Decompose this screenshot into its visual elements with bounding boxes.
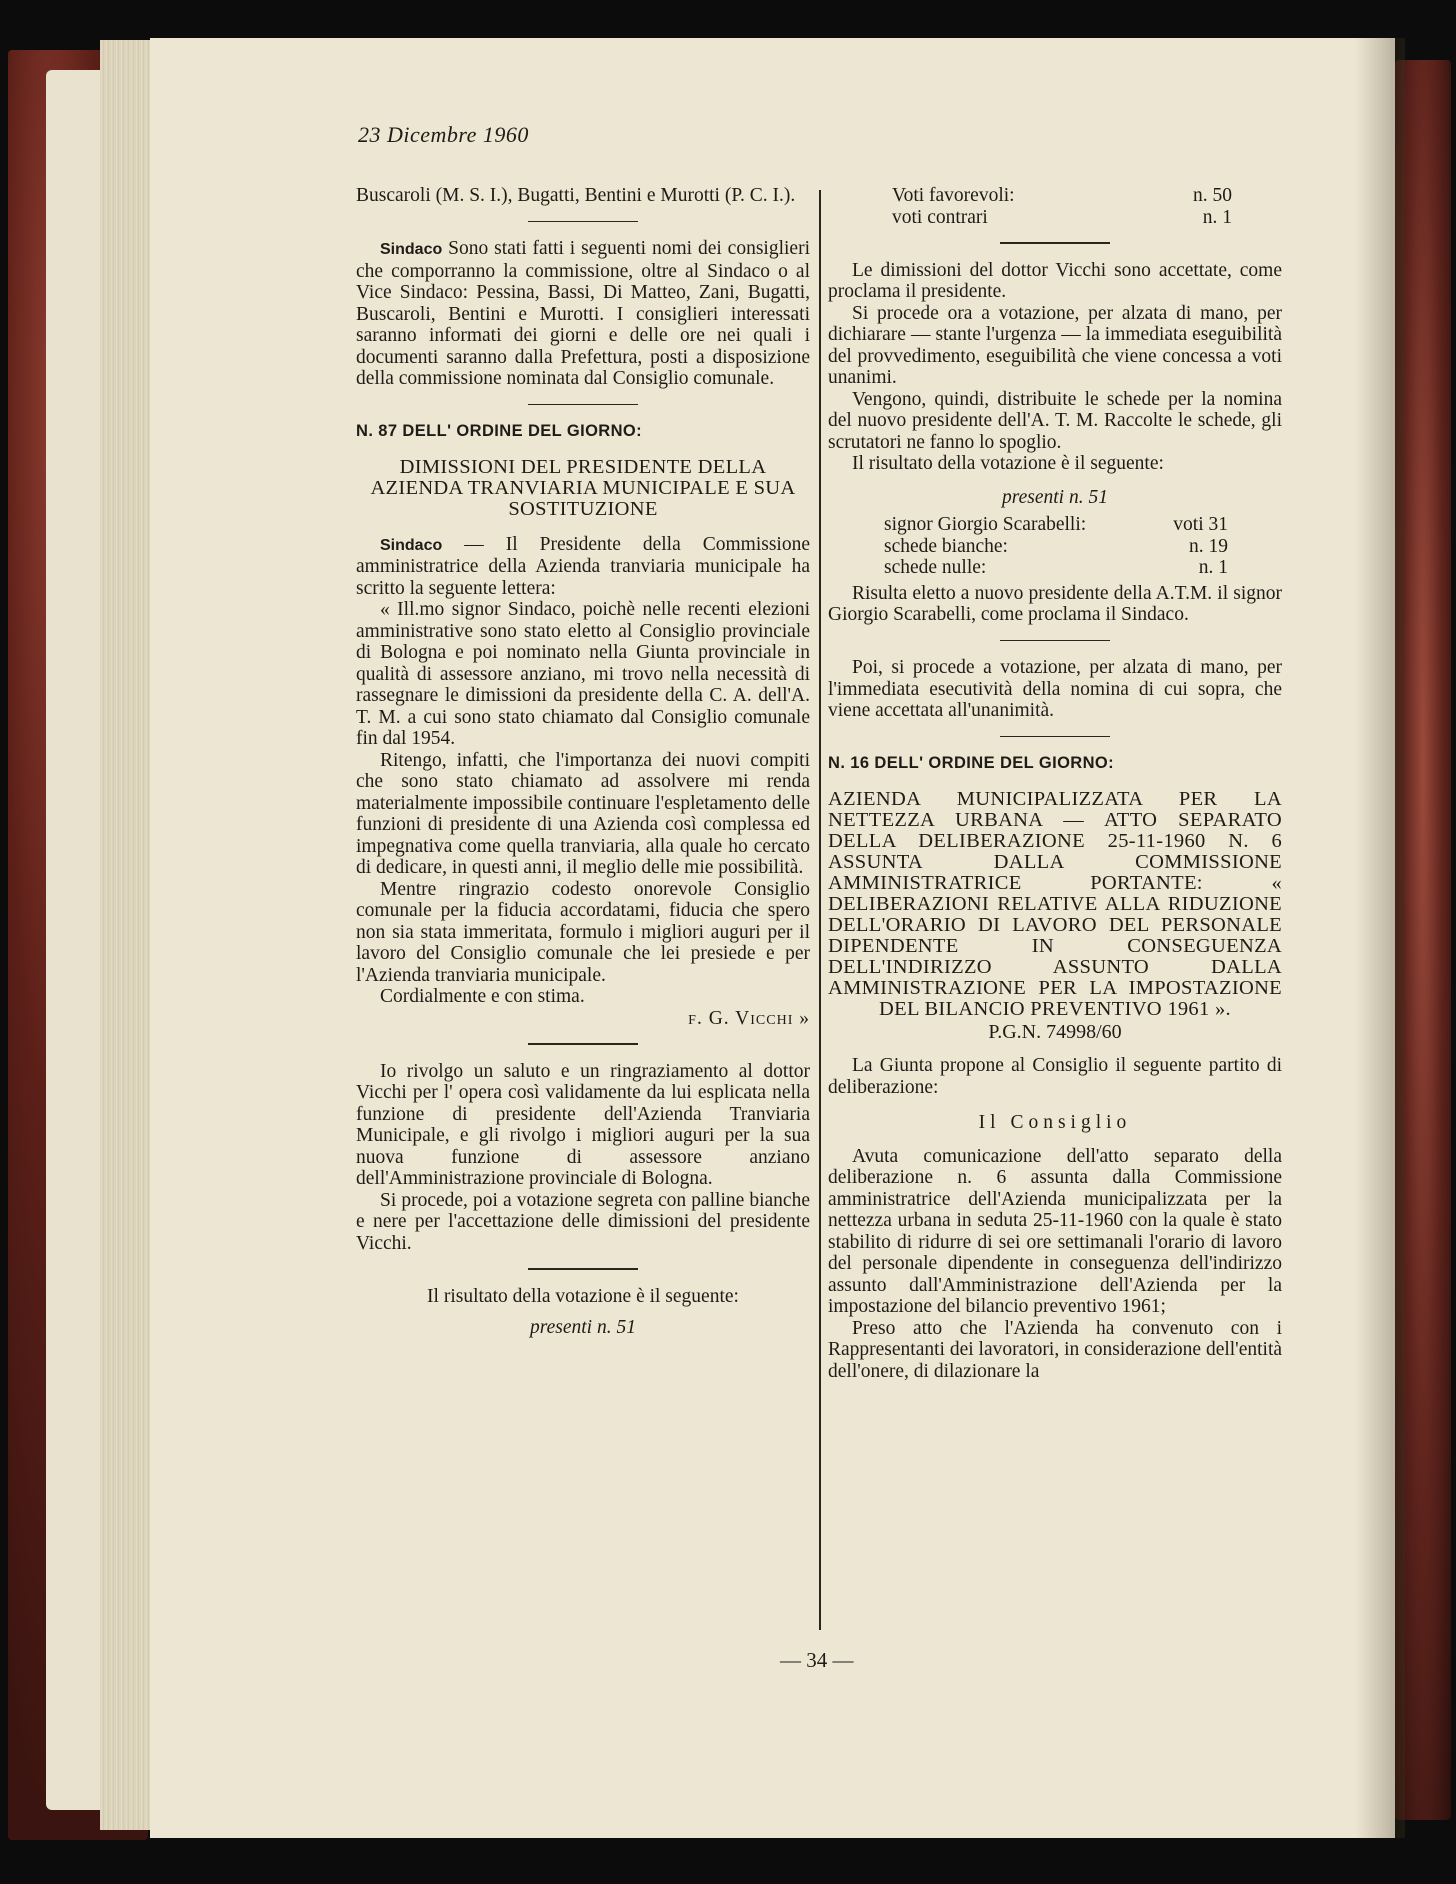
separator [1000,640,1110,642]
page-number: — 34 — [780,1648,854,1672]
paragraph: Si procede, poi a votazione segreta con palline bianche e nere per l'accettazione delle dimissioni del presidente Vicchi. [356,1189,810,1254]
vote-row [884,536,1228,558]
pgn-number: P.G.N. 74998/60 [988,1020,1122,1043]
letter-paragraph: Mentre ringrazio codesto onorevole Consiglio comunale per la fiducia accordatami, fiducia che spero non sia stata immeritata, formulo i migliori auguri per il lavoro del Consiglio comunale che lei presiede e per l'Azienda tranviaria municipale. [356,878,810,986]
left-column [356,185,810,1339]
separator [528,221,638,223]
agenda-heading: N. 16 DELL' ORDINE DEL GIORNO: [828,754,1115,772]
section-title: AZIENDA MUNICIPALIZZATA PER LA NETTEZZA URBANA — ATTO SEPARATO DELLA DELIBERAZIONE 25-11-1960 N. 6 ASSUNTA DALLA COMMISSIONE AMMINISTRATRICE PORTANTE: « DELIBERAZIONI RELATIVE ALLA RIDUZIONE DELL'ORARIO DI LAVORO DEL PERSONALE DIPENDENTE IN CONSEGUENZA DELL'INDIRIZZO ASSUNTO DALLA AMMINISTRAZIONE PER LA IMPOSTAZIONE DEL BILANCIO PREVENTIVO 1961 ». [828,787,1282,1020]
separator [528,1043,638,1045]
paragraph: Buscaroli (M. S. I.), Bugatti, Bentini e Murotti (P. C. I.). [356,185,796,206]
vote-label: signor Giorgio Scarabelli: [884,514,1087,535]
paragraph: Il risultato della votazione è il seguente: [852,453,1164,474]
section-title: DIMISSIONI DEL PRESIDENTE DELLA AZIENDA TRANVIARIA MUNICIPALE E SUA SOSTITUZIONE [370,455,796,520]
speaker: Sindaco [380,536,443,554]
agenda-heading: N. 87 DELL' ORDINE DEL GIORNO: [356,422,643,440]
paragraph: La Giunta propone al Consiglio il seguente partito di deliberazione: [828,1055,1282,1098]
letter-paragraph: Ritengo, infatti, che l'importanza dei nuovi compiti che sono stato chiamato ad assolvere mi renda materialmente impossibile continuare l'espletamento delle funzioni di presidente di una Azienda così complessa ed impegnativa come quella tranviaria, alla quale ho cercato di dedicare, in questi anni, il meglio delle mie possibilità. [356,749,810,878]
paragraph: Avuta comunicazione dell'atto separato della deliberazione n. 6 assunta dalla Commissione amministratrice dell'Azienda municipalizzata per la nettezza urbana in seduta 25-11-1960 con la quale è stato stabilito di ridurre di sei ore settimanali l'orario di lavoro del personale dipendente in conseguenza dell'indirizzo assunto dall'Amministrazione dell'Azienda per la impostazione del bilancio preventivo 1961; [828,1145,1282,1317]
vote-value: n. 19 [1189,535,1228,557]
consiglio-heading: Il Consiglio [978,1112,1132,1133]
vote-row [884,557,1228,579]
vote-value: voti 31 [1173,514,1228,535]
separator [528,404,638,406]
presenti: presenti n. 51 [1002,486,1108,508]
speech: Sono stati fatti i seguenti nomi dei consiglieri che comporranno la commissione, oltre al Sindaco o al Vice Sindaco: Pessina, Bassi, Di Matteo, Zani, Bugatti, Buscaroli, Bentini e Murotti. I consiglieri interessati saranno informati dei giorni e delle ore nei quali i documenti saranno dalla Prefettura, posti a disposizione della commissione nominata dal Consiglio comunale. [356,238,810,389]
paragraph: Risulta eletto a nuovo presidente della A.T.M. il signor Giorgio Scarabelli, come proclama il Sindaco. [828,582,1282,625]
vote-table [884,514,1228,579]
paragraph: Io rivolgo un saluto e un ringraziamento al dottor Vicchi per l' opera così validamente da lui esplicata nella funzione di presidente dell'Azienda Tranviaria Municipale, e gli rivolgo i migliori auguri per la sua nuova funzione di assessore anziano dell'Amministrazione provinciale di Bologna. [356,1060,810,1189]
speech: — Il Presidente della Commissione amministratrice della Azienda tranviaria municipale ha scritto la seguente lettera: [356,533,810,599]
separator [1000,736,1110,738]
presenti: presenti n. 51 [530,1317,636,1338]
vote-label: schede nulle: [884,557,987,578]
paragraph: Preso atto che l'Azienda ha convenuto con i Rappresentanti dei lavoratori, in considerazione dell'entità dell'onere, di dilazionare la [828,1317,1283,1382]
paragraph: Il risultato della votazione è il seguente: [427,1285,739,1307]
speaker: Sindaco [380,241,443,258]
letter-closing: Cordialmente e con stima. [380,986,585,1007]
column-divider [819,190,821,1630]
paragraph [356,534,810,600]
letter-paragraph: « Ill.mo signor Sindaco, poichè nelle recenti elezioni amministrative sono stato eletto al Consiglio provinciale di Bologna e poi nominato nella Giunta provinciale in qualità di assessore anziano, mi trovo nella necessità di rassegnare le dimissioni da presidente della C. A. dell'A. T. M. a cui sono stato chiamato dal Consiglio comunale fin dal 1954. [356,599,810,749]
vote-value: n. 1 [1198,557,1228,578]
paragraph: Vengono, quindi, distribuite le schede per la nomina del nuovo presidente dell'A. T. M. Raccolte le schede, gli scrutatori ne fanno lo spoglio. [828,388,1282,453]
vote-value: n. 1 [1202,206,1232,228]
vote-label: voti contrari [892,206,988,228]
paragraph: Si procede ora a votazione, per alzata di mano, per dichiarare — stante l'urgenza — la immediata eseguibilità del provvedimento, eseguibilità che viene concessa a voti unanimi. [828,302,1282,388]
vote-value: n. 50 [1193,185,1232,206]
paragraph: Poi, si procede a votazione, per alzata di mano, per l'immediata esecutività della nomina di cui sopra, che viene accettata all'unanimità. [828,657,1282,721]
vote-row [892,185,1232,207]
vote-table [892,185,1232,228]
vote-label: schede bianche: [884,535,1008,557]
gutter-shadow [1355,38,1405,1838]
vote-label: Voti favorevoli: [892,185,1015,206]
paragraph [356,238,810,390]
vote-row [892,207,1232,229]
vote-row [884,514,1228,536]
signature: f. G. Vicchi » [688,1007,810,1029]
right-column [828,185,1282,1382]
paragraph: Le dimissioni del dottor Vicchi sono accettate, come proclama il presidente. [828,259,1282,302]
separator [1000,242,1110,244]
separator [528,1268,638,1270]
page-date: 23 Dicembre 1960 [358,122,529,147]
